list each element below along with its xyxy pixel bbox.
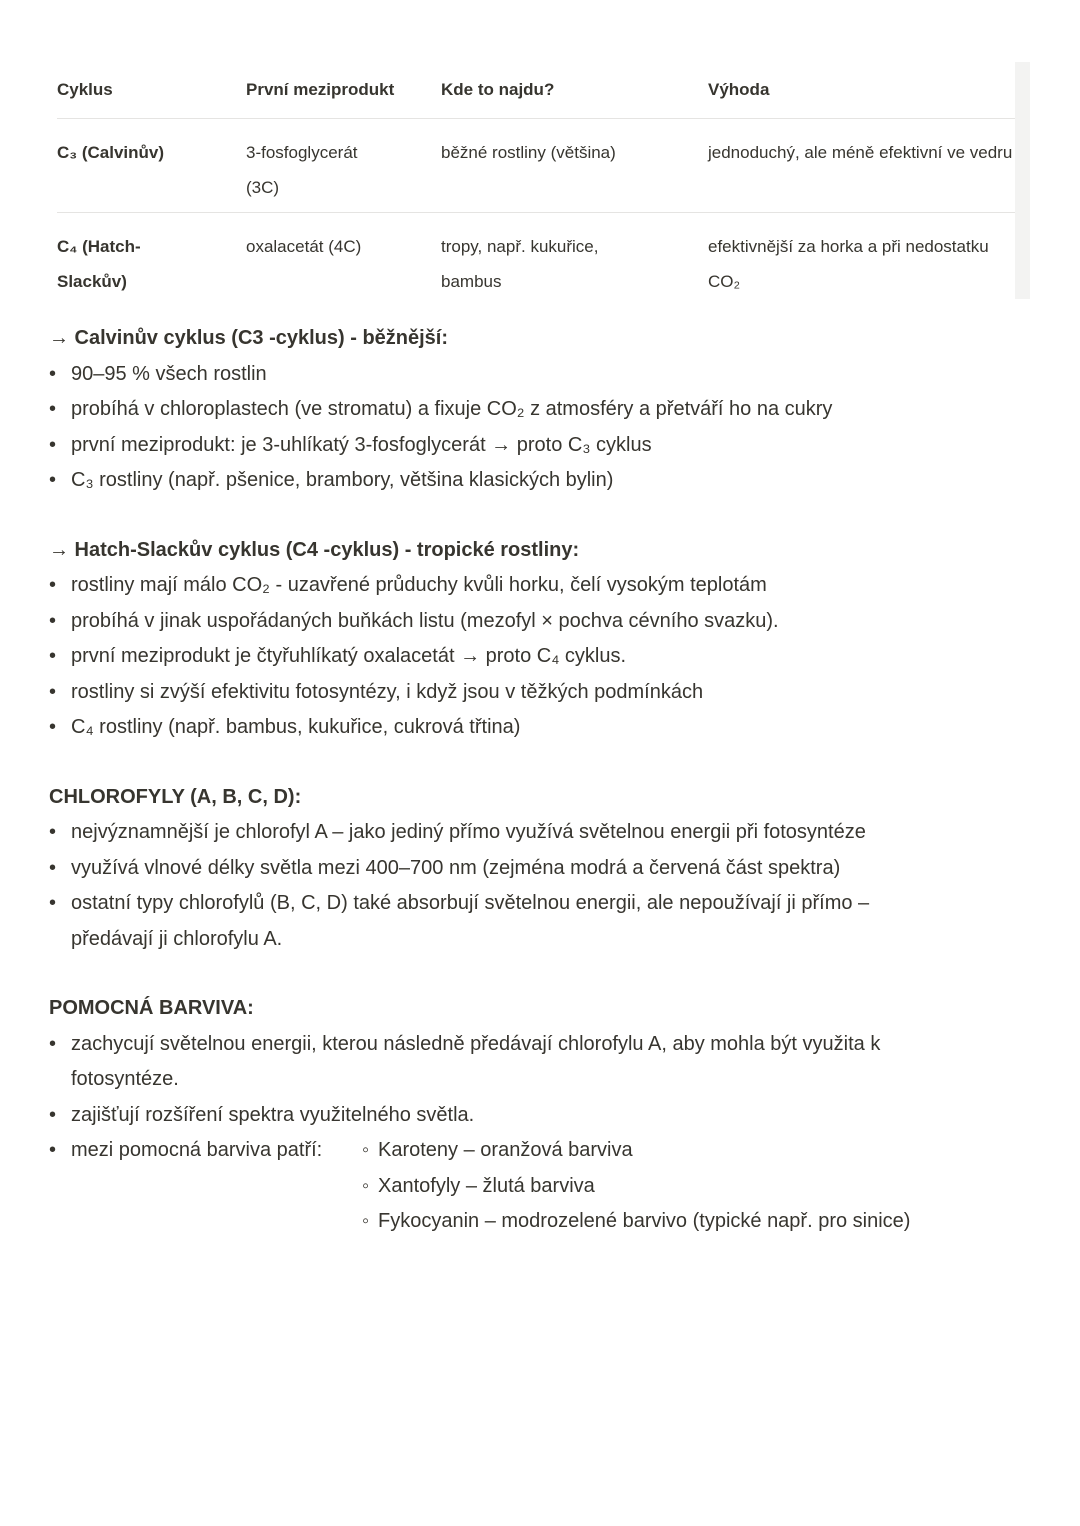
table-edge-shade bbox=[1015, 62, 1030, 299]
bullet-text: probíhá v chloroplastech (ve stromatu) a fixuje CO₂ z atmosféry a přetváří ho na cukry bbox=[71, 398, 833, 420]
column-header-kde-to-najdu: Kde to najdu? bbox=[441, 80, 555, 99]
cell-line: oxalacetát (4C) bbox=[246, 237, 362, 256]
cell-line: Slackův) bbox=[57, 272, 127, 291]
sub-bullet-marker: ◦ bbox=[362, 1139, 370, 1161]
bullet-continuation: fotosyntéze. bbox=[71, 1068, 179, 1090]
bullet-text: ostatní typy chlorofylů (B, C, D) také absorbují světelnou energii, ale nepoužívají ji přímo – bbox=[71, 892, 870, 914]
bullet-item bbox=[49, 357, 1080, 393]
bullet-text: C₄ rostliny (např. bambus, kukuřice, cukrová třtina) bbox=[71, 716, 521, 738]
cell-line: C₄ (Hatch- bbox=[57, 237, 141, 256]
bullet-marker: • bbox=[49, 574, 57, 596]
bullet-item bbox=[49, 1098, 1080, 1134]
bullet-marker: • bbox=[49, 433, 57, 456]
cell-line: tropy, např. kukuřice, bbox=[441, 237, 599, 256]
column-header-cyklus: Cyklus bbox=[57, 80, 113, 99]
cell-line: (3C) bbox=[246, 178, 280, 197]
bullet-text: mezi pomocná barviva patří: bbox=[71, 1139, 323, 1161]
notes-body bbox=[49, 321, 1080, 1240]
bullet-item bbox=[49, 604, 1080, 640]
column-header-vyhoda: Výhoda bbox=[708, 80, 770, 99]
bullet-marker: • bbox=[49, 609, 57, 632]
cell-line: CO₂ bbox=[708, 272, 741, 291]
bullet-item-with-sub bbox=[49, 1133, 1080, 1169]
bullet-item bbox=[49, 639, 1080, 675]
bullet-marker: • bbox=[49, 821, 57, 843]
sub-bullet-item bbox=[362, 1169, 1080, 1205]
sub-bullet-item bbox=[362, 1204, 1080, 1240]
bullet-marker: • bbox=[49, 680, 57, 703]
bullet-marker: • bbox=[49, 645, 57, 667]
cell-line: jednoduchý, ale méně efektivní ve vedru bbox=[708, 143, 1013, 162]
bullet-marker: • bbox=[49, 398, 57, 420]
bullet-marker: • bbox=[49, 856, 57, 879]
bullet-continuation: předávají ji chlorofylu A. bbox=[71, 927, 283, 950]
cell-c4-cyklus bbox=[57, 213, 246, 299]
sub-bullet-text: Karoteny – oranžová barviva bbox=[378, 1139, 633, 1161]
cell-c4-meziprodukt bbox=[246, 213, 441, 299]
bullet-marker: • bbox=[49, 362, 57, 385]
section-hatch-slackuv-cyklus bbox=[49, 533, 1080, 746]
sub-bullet-text: Fykocyanin – modrozelené barvivo (typické např. pro sinice) bbox=[378, 1210, 911, 1232]
bullet-item bbox=[49, 428, 1080, 464]
bullet-text: první meziprodukt: je 3-uhlíkatý 3-fosfoglycerát → proto C₃ cyklus bbox=[71, 433, 652, 456]
bullet-text: C₃ rostliny (např. pšenice, brambory, většina klasických bylin) bbox=[71, 469, 614, 491]
bullet-text: nejvýznamnější je chlorofyl A – jako jediný přímo využívá světelnou energii při fotosyntéze bbox=[71, 821, 866, 843]
section-title: → Calvinův cyklus (C3 -cyklus) - běžnější: bbox=[49, 327, 449, 349]
bullet-item bbox=[49, 675, 1080, 711]
cell-line: efektivnější za horka a při nedostatku bbox=[708, 237, 989, 256]
bullet-text: rostliny si zvýší efektivitu fotosyntézy, i když jsou v těžkých podmínkách bbox=[71, 680, 704, 703]
cell-c3-kde bbox=[441, 119, 708, 212]
bullet-text: rostliny mají málo CO₂ - uzavřené průduchy kvůli horku, čelí vysokým teplotám bbox=[71, 574, 767, 596]
comparison-table bbox=[57, 62, 1030, 299]
cell-c4-vyhoda bbox=[708, 213, 1030, 299]
bullet-marker: • bbox=[49, 716, 57, 738]
bullet-text: 90–95 % všech rostlin bbox=[71, 362, 267, 385]
column-header-prvni-meziprodukt: První meziprodukt bbox=[246, 80, 395, 99]
bullet-item bbox=[49, 886, 1080, 922]
bullet-item bbox=[49, 710, 1080, 746]
cell-c3-meziprodukt bbox=[246, 119, 441, 212]
cell-line: C₃ (Calvinův) bbox=[57, 143, 165, 162]
bullet-text: první meziprodukt je čtyřuhlíkatý oxalacetát → proto C₄ cyklus. bbox=[71, 645, 627, 667]
section-title: POMOCNÁ BARVIVA: bbox=[49, 997, 254, 1019]
bullet-item bbox=[49, 851, 1080, 887]
cell-line: bambus bbox=[441, 272, 502, 291]
bullet-marker: • bbox=[49, 892, 57, 914]
section-chlorofyly bbox=[49, 780, 1080, 958]
bullet-item bbox=[49, 392, 1080, 428]
bullet-item bbox=[49, 568, 1080, 604]
sub-bullet-marker: ◦ bbox=[362, 1210, 370, 1232]
section-title: CHLOROFYLY (A, B, C, D): bbox=[49, 785, 302, 808]
bullet-marker: • bbox=[49, 1139, 57, 1161]
table-header-row bbox=[57, 62, 1030, 119]
bullet-text: probíhá v jinak uspořádaných buňkách listu (mezofyl × pochva cévního svazku). bbox=[71, 609, 779, 632]
cell-c3-cyklus bbox=[57, 119, 246, 212]
cell-line: 3-fosfoglycerát bbox=[246, 143, 358, 162]
bullet-text: využívá vlnové délky světla mezi 400–700 nm (zejména modrá a červená část spektra) bbox=[71, 856, 841, 879]
sub-bullet-marker: ◦ bbox=[362, 1174, 370, 1197]
bullet-text: zajišťují rozšíření spektra využitelného světla. bbox=[71, 1103, 475, 1126]
cell-c4-kde bbox=[441, 213, 708, 299]
bullet-marker: • bbox=[49, 1103, 57, 1126]
section-calvinuv-cyklus bbox=[49, 321, 1080, 499]
section-title: → Hatch-Slackův cyklus (C4 -cyklus) - tropické rostliny: bbox=[49, 538, 580, 561]
table-row-c3 bbox=[57, 119, 1030, 212]
table-row-c4 bbox=[57, 212, 1030, 299]
bullet-item bbox=[49, 815, 1080, 851]
bullet-item bbox=[49, 1027, 1080, 1063]
bullet-marker: • bbox=[49, 469, 57, 491]
cell-c3-vyhoda bbox=[708, 119, 1030, 212]
sub-bullet-text: Xantofyly – žlutá barviva bbox=[378, 1174, 595, 1197]
bullet-text: zachycují světelnou energii, kterou následně předávají chlorofylu A, aby mohla být využita k bbox=[71, 1032, 881, 1055]
bullet-item bbox=[49, 463, 1080, 499]
bullet-marker: • bbox=[49, 1032, 57, 1055]
cell-line: běžné rostliny (většina) bbox=[441, 143, 616, 162]
section-pomocna-barviva bbox=[49, 991, 1080, 1240]
